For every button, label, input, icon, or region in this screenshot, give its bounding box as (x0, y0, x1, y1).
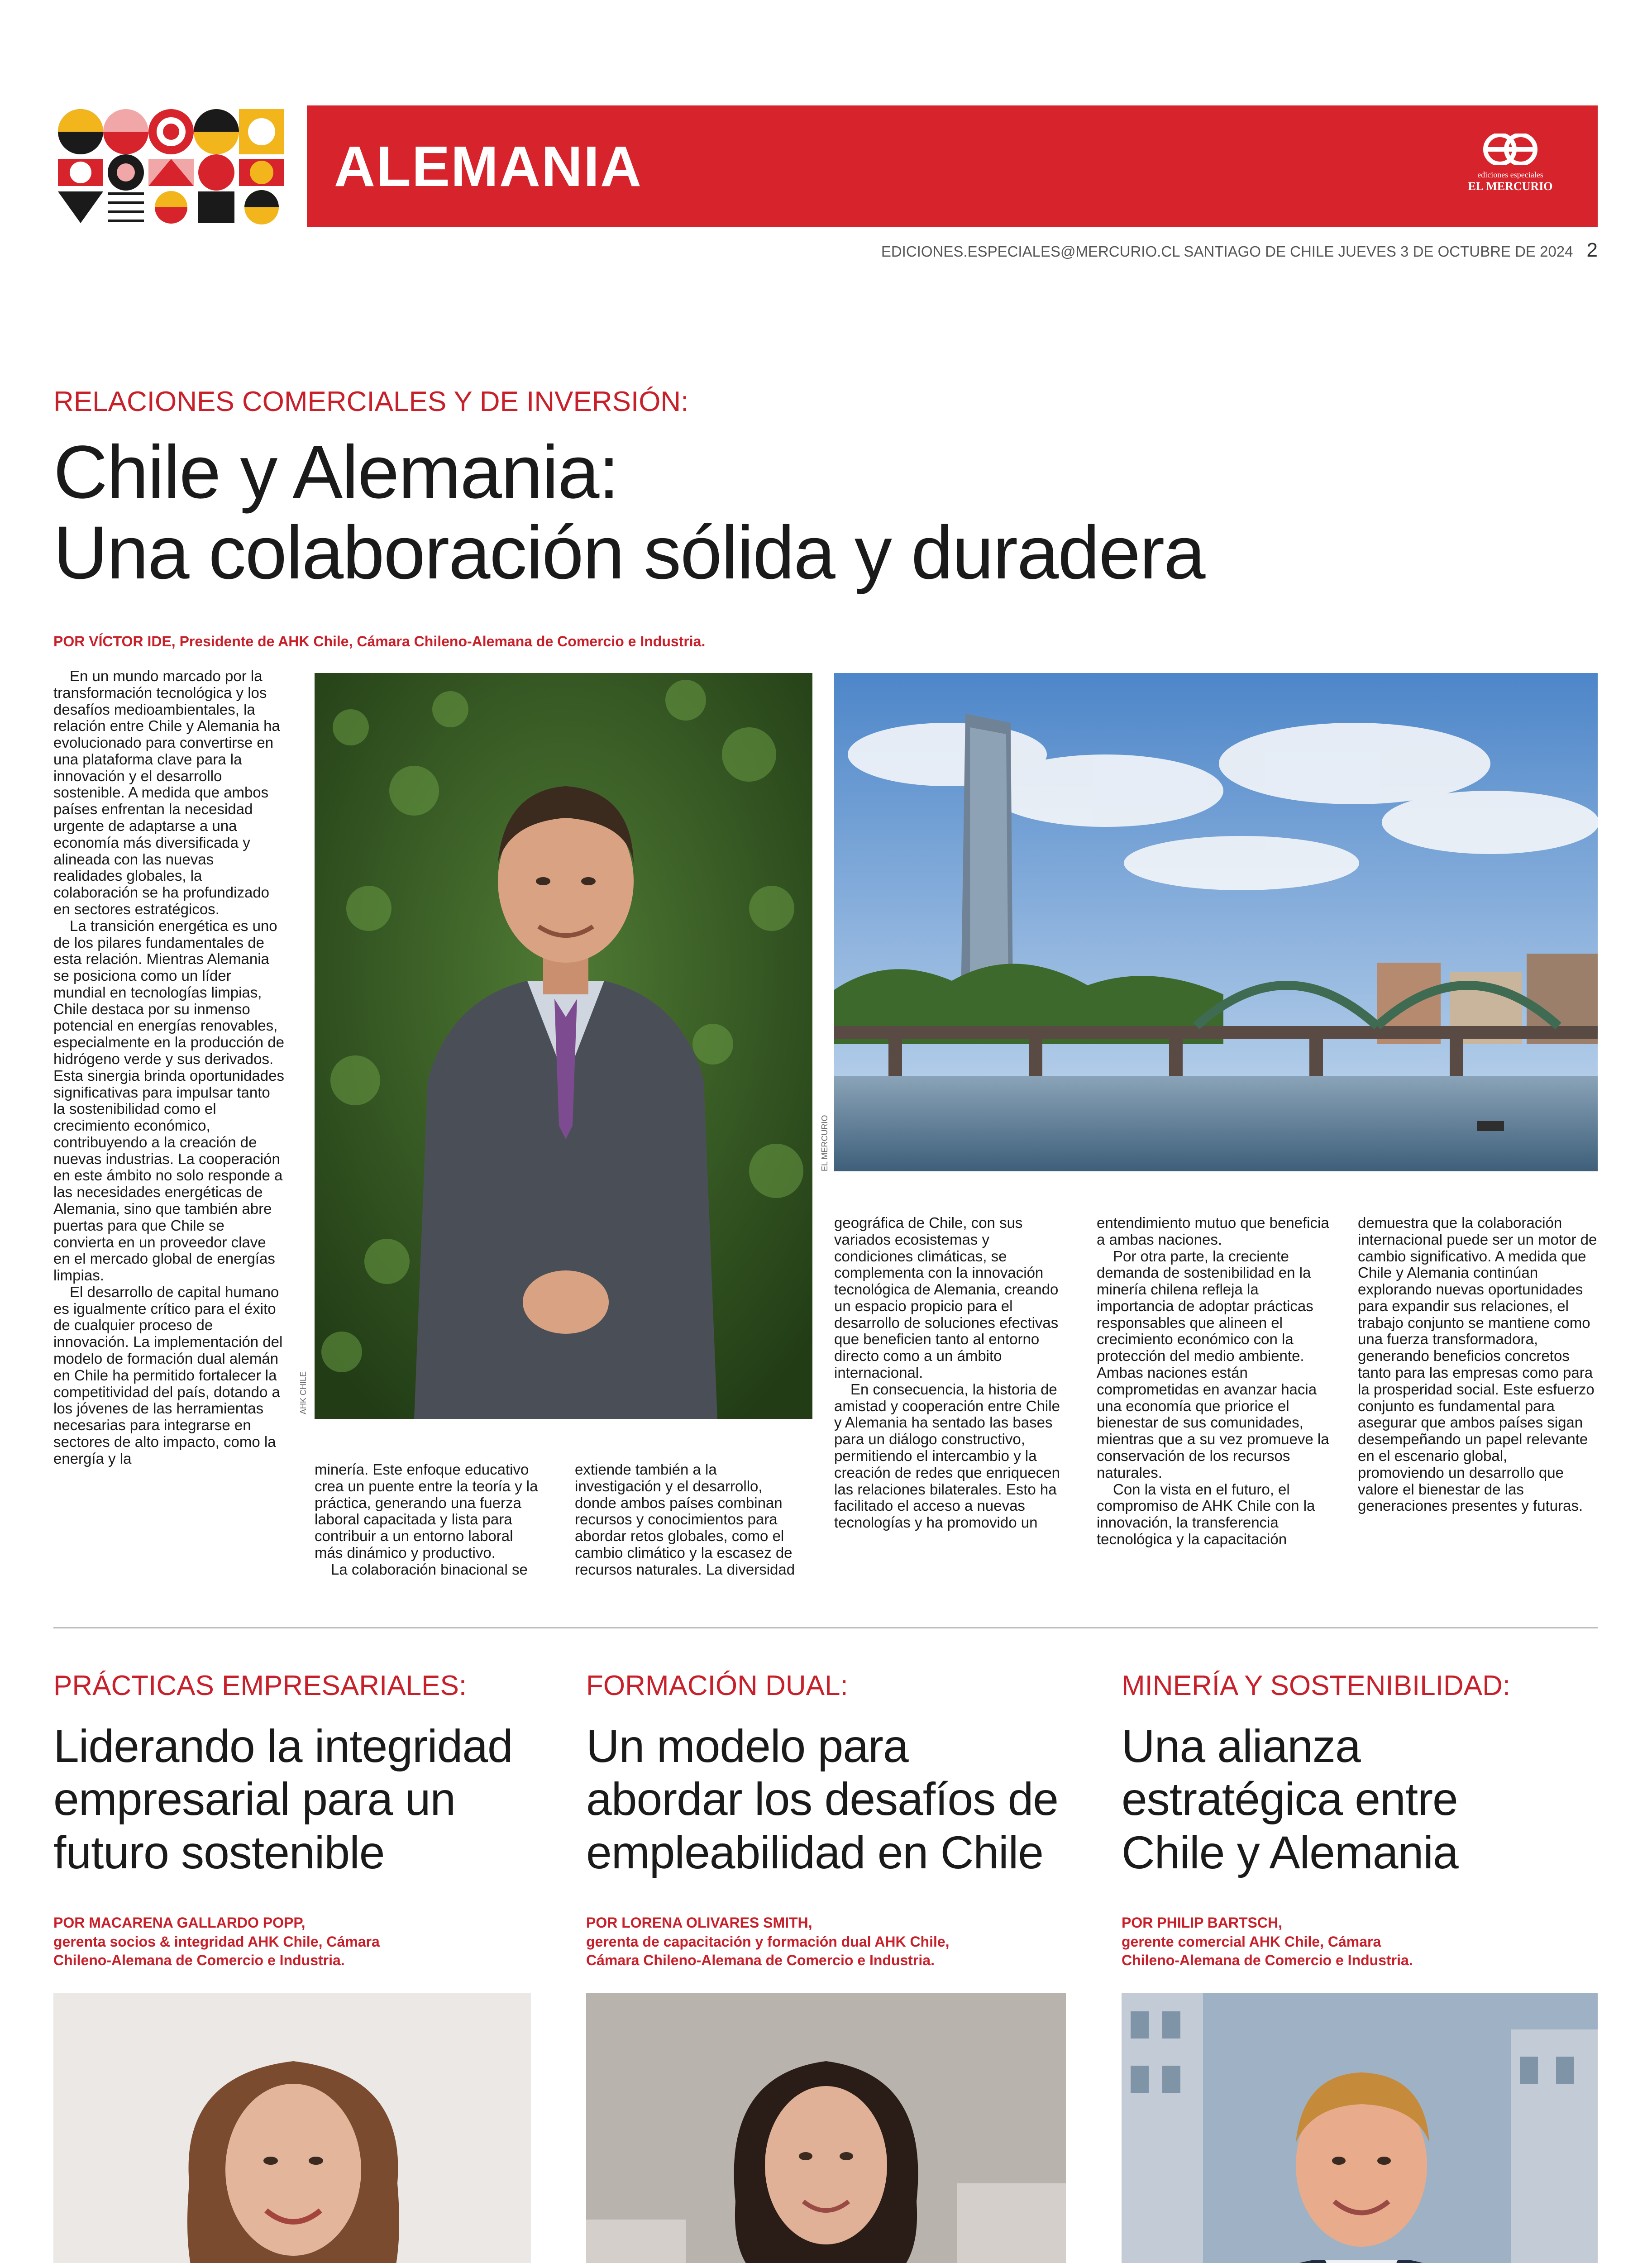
section-logo (53, 105, 307, 227)
article-a-byline-1: POR MACARENA GALLARDO POPP, (53, 1914, 306, 1931)
article-b-headline-line1: Un modelo para (586, 1720, 908, 1772)
portrait-macarena-gallardo (53, 1993, 531, 2263)
portrait-victor-ide (315, 673, 812, 1419)
main-column-2 (315, 1461, 541, 1578)
article-a-byline-2: gerenta socios & integridad AHK Chile, Cámara (53, 1933, 380, 1950)
main-headline (53, 432, 1205, 593)
main-col4-p1: geográfica de Chile, con sus variados ecosistemas y condiciones climáticas, se complementa con la innovación tecnológica de Alemania, creando un espacio propicio para el desarrollo de soluciones efectivas que beneficien tanto al entorno directo como a un ámbito internacional. (834, 1214, 1059, 1381)
article-b-byline (586, 1914, 950, 1970)
main-col6-p1: demuestra que la colaboración internacional puede ser un motor de cambio significativo. A medida que Chile y Alemania continúan explorando nuevas oportunidades para expandir sus relaciones, el trabajo conjunto se mantiene como una fuerza transformadora, generando beneficios concretos tanto para las empresas como para la prosperidad social. Este esfuerzo conjunto es fundamental para asegurar que ambos países sigan desempeñando un papel relevante en el escenario global, promoviendo un desarrollo que valore el bienestar de las generaciones presentes y futuras. (1358, 1214, 1597, 1514)
article-c-headline-line2: estratégica entre (1122, 1773, 1458, 1825)
article-b-headline-line3: empleabilidad en Chile (586, 1826, 1044, 1878)
main-col5-p3: Con la vista en el futuro, el compromiso de AHK Chile con la innovación, la transferencia tecnológica y la capacitación (1097, 1480, 1315, 1547)
main-col1-p3: El desarrollo de capital humano es igualmente crítico para el éxito de cualquier proceso de innovación. La implementación del modelo de formación dual alemán en Chile ha permitido fortalecer la competitividad del país, dotando a los jóvenes de las herramientas necesarias para integrarse en sectores de alto impacto, como la energía y la (53, 1283, 283, 1467)
main-byline: POR VÍCTOR IDE, Presidente de AHK Chile, Cámara Chileno-Alemana de Comercio e Industria. (53, 633, 706, 649)
main-headline-line2: Una colaboración sólida y duradera (53, 511, 1205, 595)
main-col5-p2: Por otra parte, la creciente demanda de sostenibilidad en la minería chilena refleja la importancia de adoptar prácticas responsables que alineen el crecimiento económico con la protección del medio ambiente. Ambas naciones están comprometidas en avanzar hacia una economía que priorice el bienestar de sus comunidades, mientras que a su vez promueve la conservación de los recursos naturales. (1097, 1247, 1329, 1481)
article-c-byline-2: gerente comercial AHK Chile, Cámara (1122, 1933, 1381, 1950)
article-a-headline-line1: Liderando la integridad (53, 1720, 513, 1772)
brand-subtitle: ediciones especiales (1477, 170, 1543, 179)
brand-logo (1463, 134, 1558, 193)
article-b-headline (586, 1720, 1058, 1879)
article-c-byline-1: POR PHILIP BARTSCH, (1122, 1914, 1282, 1931)
main-col5-p1: entendimiento mutuo que beneficia a ambas naciones. (1097, 1214, 1329, 1248)
main-col1-p1: En un mundo marcado por la transformación tecnológica y los desafíos medioambientales, la relación entre Chile y Alemania ha evolucionado para convertirse en una plataforma clave para la innovación y el desarrollo sostenible. A medida que ambos países enfrentan la necesidad urgente de adaptarse a una economía más diversificada y alineada con las nuevas realidades globales, la colaboración se ha profundizado en sectores estratégicos. (53, 668, 280, 917)
article-b-byline-3: Cámara Chileno-Alemana de Comercio e Industria. (586, 1952, 935, 1969)
section-divider (53, 1627, 1598, 1628)
dateline-text: EDICIONES.ESPECIALES@MERCURIO.CL SANTIAGO DE CHILE JUEVES 3 DE OCTUBRE DE 2024 (881, 243, 1573, 260)
article-b-byline-1: POR LORENA OLIVARES SMITH, (586, 1914, 812, 1931)
main-headline-line1: Chile y Alemania: (53, 430, 619, 514)
main-column-1 (53, 668, 284, 1467)
geometric-logo-icon (53, 105, 307, 227)
main-col3-p1: extiende también a la investigación y el desarrollo, donde ambos países combinan recursos y conocimientos para abordar retos globales, como el cambio climático y la escasez de recursos naturales. La diversidad (575, 1461, 795, 1578)
header-band (53, 105, 1598, 227)
article-a-byline-3: Chileno-Alemana de Comercio e Industria. (53, 1952, 345, 1969)
article-c-kicker: MINERÍA Y SOSTENIBILIDAD: (1122, 1670, 1511, 1701)
article-a-headline-line2: empresarial para un (53, 1773, 456, 1825)
article-a-headline-line3: futuro sostenible (53, 1826, 385, 1878)
main-column-6 (1358, 1215, 1598, 1514)
article-b-headline-line2: abordar los desafíos de (586, 1773, 1059, 1825)
main-col2-p2: La colaboración binacional se (331, 1561, 528, 1578)
portrait-philip-bartsch (1122, 1993, 1598, 2263)
main-col4-p2: En consecuencia, la historia de amistad y cooperación entre Chile y Alemania ha sentado las bases para un diálogo constructivo, permitiendo el intercambio y la creación de redes que enriquecen las relaciones bilaterales. Esto ha facilitado el acceso a nuevas tecnologías y ha promovido un (834, 1380, 1060, 1531)
main-column-3 (575, 1461, 801, 1578)
frankfurt-skyline-photo (834, 673, 1598, 1171)
photo-credit-1: AHK CHILE (299, 1371, 308, 1414)
main-column-4 (834, 1215, 1070, 1531)
article-c-headline (1122, 1720, 1458, 1879)
main-col1-p2: La transición energética es uno de los pilares fundamentales de esta relación. Mientras Alemania se posiciona como un líder mundial en tecnologías limpias, Chile destaca por su inmenso potencial en energías renovables, especialmente en la producción de hidrógeno verde y sus derivados. Esta sinergia brinda oportunidades significativas para impulsar tanto la sostenibilidad como el crecimiento económico, contribuyendo a la creación de nuevas industrias. La cooperación en este ámbito no solo responde a las necesidades energéticas de Alemania, sino que también abre puertas para que Chile se convierta en un proveedor clave en el mercado global de energías limpias. (53, 917, 285, 1284)
article-a-headline (53, 1720, 513, 1879)
portrait-lorena-olivares (586, 1993, 1066, 2263)
article-c-byline (1122, 1914, 1413, 1970)
article-c-headline-line1: Una alianza (1122, 1720, 1361, 1772)
mercurio-logo-icon (1476, 134, 1544, 165)
photo-credit-2: EL MERCURIO (820, 1115, 829, 1171)
section-title: ALEMANIA (334, 134, 642, 198)
main-col2-p1: minería. Este enfoque educativo crea un puente entre la teoría y la práctica, generando una fuerza laboral capacitada y lista para contribuir a un entorno laboral más dinámico y productivo. (315, 1461, 538, 1561)
article-b-byline-2: gerenta de capacitación y formación dual AHK Chile, (586, 1933, 950, 1950)
main-kicker: RELACIONES COMERCIALES Y DE INVERSIÓN: (53, 386, 689, 417)
page-number: 2 (1586, 239, 1598, 261)
brand-name: EL MERCURIO (1468, 180, 1553, 193)
dateline (881, 239, 1598, 262)
article-b-kicker: FORMACIÓN DUAL: (586, 1670, 848, 1701)
main-column-5 (1097, 1215, 1332, 1548)
article-a-kicker: PRÁCTICAS EMPRESARIALES: (53, 1670, 467, 1701)
article-c-byline-3: Chileno-Alemana de Comercio e Industria. (1122, 1952, 1413, 1969)
article-a-byline (53, 1914, 380, 1970)
article-c-headline-line3: Chile y Alemania (1122, 1826, 1458, 1878)
